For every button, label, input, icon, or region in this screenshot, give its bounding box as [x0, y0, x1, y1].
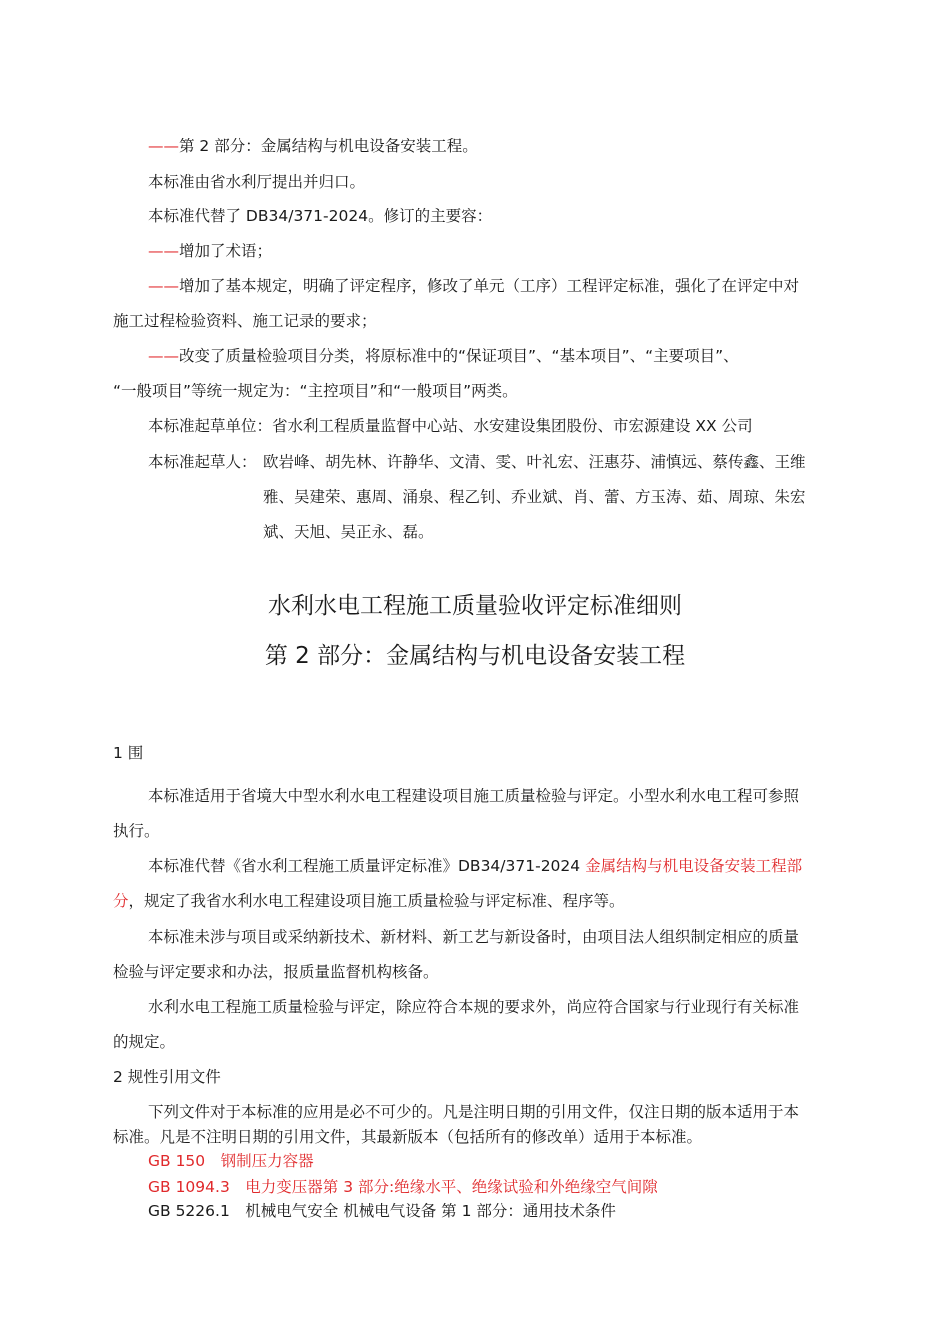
foreword-item-classification: ——改变了质量检验项目分类，将原标准中的“保证项目”、“基本项目”、“主要项目”、 — [148, 347, 739, 365]
section-1-para: 水利水电工程施工质量检验与评定，除应符合本规的要求外，尚应符合国家与行业现行有关标准 — [148, 998, 800, 1016]
foreword-part-line — [148, 136, 478, 156]
foreword-item-classification-cont: “一般项目”等统一规定为：“主控项目”和“一般项目”两类。 — [113, 382, 518, 400]
dash-mark: —— — [148, 347, 179, 365]
section-1-para-cont: 的规定。 — [113, 1033, 176, 1051]
section-1-replaces-para-cont: 分，规定了我省水利水电工程建设项目施工质量检验与评定标准、程序等。 — [113, 892, 625, 910]
highlight-text: 分 — [113, 892, 129, 910]
section-1-replaces-para: 本标准代替《省水利工程施工质量评定标准》DB34/371-2024 金属结构与机电设备安装工程部 — [148, 857, 803, 875]
document-title: 水利水电工程施工质量验收评定标准细则 — [268, 593, 682, 619]
section-1-para: 本标准适用于省境大中型水利水电工程建设项目施工质量检验与评定。小型水利水电工程可参照 — [148, 787, 800, 805]
section-2-heading: 2 规性引用文件 — [113, 1068, 221, 1086]
section-1-para-cont: 检验与评定要求和办法，报质量监督机构核备。 — [113, 963, 439, 981]
section-2-para: 下列文件对于本标准的应用是必不可少的。凡是注明日期的引用文件，仅注日期的版本适用于本 — [148, 1103, 800, 1121]
section-1-para: 本标准未涉与项目或采纳新技术、新材料、新工艺与新设备时，由项目法人组织制定相应的质量 — [148, 928, 800, 946]
drafting-units: 本标准起草单位：省水利工程质量监督中心站、水安建设集团股份、市宏源建设 XX 公司 — [148, 417, 753, 435]
foreword-replaces-line: 本标准代替了 DB34/371-2024。修订的主要容： — [148, 207, 493, 225]
section-1-heading: 1 围 — [113, 744, 144, 762]
dash-mark: —— — [148, 137, 179, 155]
foreword-proposed-line: 本标准由省水利厅提出并归口。 — [148, 173, 366, 191]
dash-mark: —— — [148, 242, 179, 260]
foreword-part-text: 第 2 部分：金属结构与机电设备安装工程。 — [179, 137, 478, 155]
foreword-item-terms: ——增加了术语； — [148, 242, 273, 260]
reference-item: GB 1094.3 电力变压器第 3 部分:绝缘水平、绝缘试验和外绝缘空气间隙 — [148, 1178, 658, 1196]
section-1-para-cont: 执行。 — [113, 822, 160, 840]
foreword-item-rules: ——增加了基本规定，明确了评定程序，修改了单元（工序）工程评定标准，强化了在评定中对 — [148, 277, 800, 295]
highlight-text: 金属结构与机电设备安装工程部 — [585, 857, 803, 875]
drafters-line: 欧岩峰、胡先林、许静华、文清、雯、叶礼宏、汪惠芬、浦慎远、蔡传鑫、王维 — [263, 453, 806, 471]
drafters-line: 斌、天旭、吴正永、磊。 — [263, 523, 434, 541]
reference-item: GB 150 钢制压力容器 — [148, 1152, 314, 1170]
foreword-item-rules-cont: 施工过程检验资料、施工记录的要求； — [113, 312, 377, 330]
document-subtitle: 第 2 部分：金属结构与机电设备安装工程 — [264, 643, 686, 669]
drafters-label: 本标准起草人： — [148, 453, 257, 471]
section-2-para-cont: 标准。凡是不注明日期的引用文件，其最新版本（包括所有的修改单）适用于本标准。 — [113, 1128, 703, 1146]
dash-mark: —— — [148, 277, 179, 295]
drafters-line: 雅、吴建荣、惠周、涌泉、程乙钊、乔业斌、肖、蕾、方玉涛、茹、周琼、朱宏 — [263, 488, 806, 506]
reference-item: GB 5226.1 机械电气安全 机械电气设备 第 1 部分：通用技术条件 — [148, 1202, 616, 1220]
